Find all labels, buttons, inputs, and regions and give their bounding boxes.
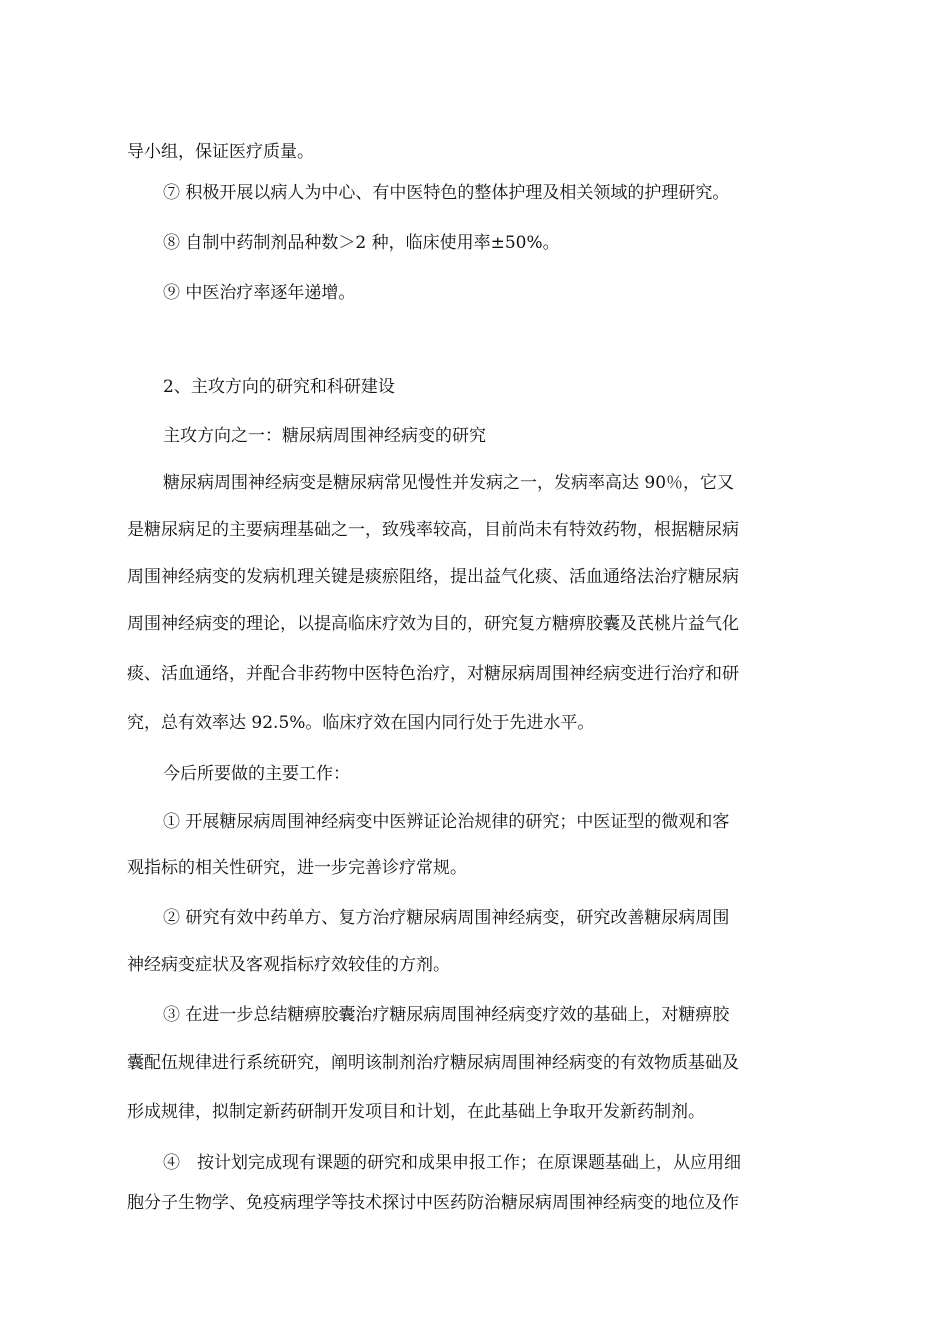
list-item-3-cont: 形成规律，拟制定新药研制开发项目和计划，在此基础上争取开发新药制剂。: [127, 1102, 705, 1122]
paragraph-line: 是糖尿病足的主要病理基础之一，致残率较高，目前尚未有特效药物，根据糖尿病: [127, 520, 739, 540]
paragraph-line: 周围神经病变的理论，以提高临床疗效为目的，研究复方糖痹胶囊及芪桃片益气化: [127, 614, 739, 634]
subsection-heading: 主攻方向之一：糖尿病周围神经病变的研究: [163, 426, 486, 446]
paragraph-line: 糖尿病周围神经病变是糖尿病常见慢性并发病之一，发病率高达 90％，它又: [163, 473, 735, 493]
list-item-9: ⑨ 中医治疗率逐年递增。: [163, 283, 356, 303]
list-item-3-cont: 囊配伍规律进行系统研究，阐明该制剂治疗糖尿病周围神经病变的有效物质基础及: [127, 1053, 739, 1073]
paragraph-line: 周围神经病变的发病机理关键是痰瘀阻络，提出益气化痰、活血通络法治疗糖尿病: [127, 567, 739, 587]
list-item-3: ③ 在进一步总结糖痹胶囊治疗糖尿病周围神经病变疗效的基础上，对糖痹胶: [163, 1005, 730, 1025]
list-item-7: ⑦ 积极开展以病人为中心、有中医特色的整体护理及相关领域的护理研究。: [163, 183, 730, 203]
list-item-1-cont: 观指标的相关性研究，进一步完善诊疗常规。: [127, 858, 467, 878]
paragraph-line: 痰、活血通络，并配合非药物中医特色治疗，对糖尿病周围神经病变进行治疗和研: [127, 664, 739, 684]
list-item-2-cont: 神经病变症状及客观指标疗效较佳的方剂。: [127, 955, 450, 975]
list-item-1: ① 开展糖尿病周围神经病变中医辨证论治规律的研究；中医证型的微观和客: [163, 812, 730, 832]
subheading: 今后所要做的主要工作：: [163, 764, 350, 784]
text-line: 导小组，保证医疗质量。: [127, 142, 314, 162]
section-heading: 2、主攻方向的研究和科研建设: [163, 377, 395, 397]
list-item-4: ④ 按计划完成现有课题的研究和成果申报工作；在原课题基础上，从应用细: [163, 1153, 741, 1173]
list-item-4-cont: 胞分子生物学、免疫病理学等技术探讨中医药防治糖尿病周围神经病变的地位及作: [127, 1193, 739, 1213]
list-item-2: ② 研究有效中药单方、复方治疗糖尿病周围神经病变，研究改善糖尿病周围: [163, 908, 730, 928]
paragraph-line: 究，总有效率达 92.5%。临床疗效在国内同行处于先进水平。: [127, 713, 595, 733]
list-item-8: ⑧ 自制中药制剂品种数＞2 种，临床使用率±50%。: [163, 233, 560, 253]
